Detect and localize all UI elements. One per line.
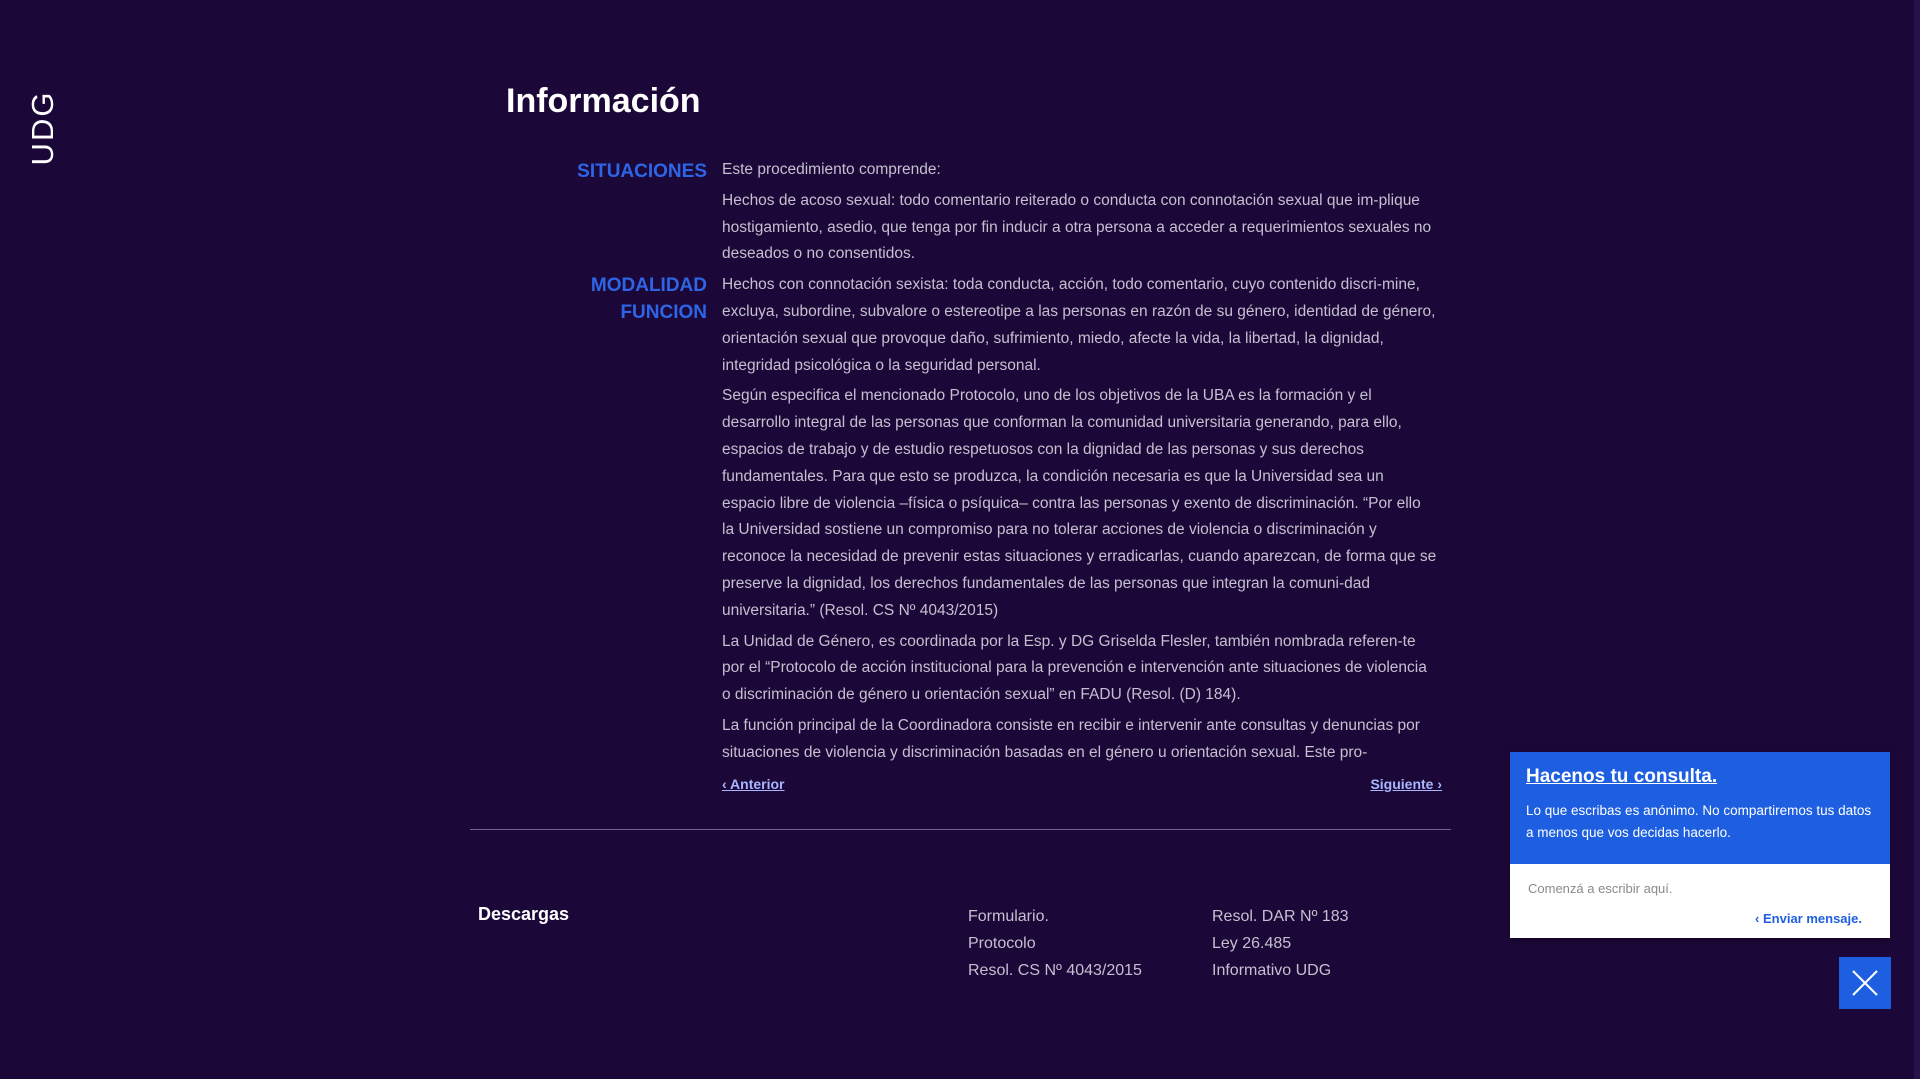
content-paragraph: Hechos con connotación sexista: toda conducta, acción, todo comentario, cuyo contenido discri-mine, excluya, subordine, subvalore o estereotipe a las personas en razón de su género, identidad de género, orientación sexual que provoque daño, sufrimiento, miedo, afecte la vida, la libertad, la dignidad, integridad psicológica o la seguridad personal. bbox=[722, 276, 1436, 374]
side-label-modalidad-funcion bbox=[547, 272, 707, 326]
divider bbox=[470, 829, 1451, 830]
download-link-ley[interactable]: Ley 26.485 bbox=[1212, 935, 1292, 952]
close-chat-button[interactable] bbox=[1839, 957, 1891, 1009]
side-label-funcion-text: FUNCION bbox=[620, 302, 707, 323]
udg-logo[interactable] bbox=[18, 92, 68, 164]
info-content bbox=[722, 157, 1437, 771]
chat-description: Lo que escribas es anónimo. No compartiremos tus datos a menos que vos decidas hacerlo. bbox=[1526, 803, 1872, 840]
content-paragraph: La función principal de la Coordinadora consiste en recibir e intervenir ante consultas y denuncias por situaciones de violencia y discriminación basadas en el género u orientación sexual. Este pro- bbox=[722, 716, 1420, 761]
download-link-protocolo[interactable]: Protocolo bbox=[968, 935, 1036, 952]
page-title: Información bbox=[506, 82, 701, 120]
previous-link[interactable]: ‹ Anterior bbox=[722, 776, 785, 792]
side-label-modalidad-text: MODALIDAD bbox=[590, 275, 707, 296]
downloads-column-2 bbox=[1212, 903, 1349, 984]
next-link[interactable]: Siguiente › bbox=[1370, 776, 1442, 792]
chat-widget bbox=[1510, 752, 1890, 938]
chat-header bbox=[1510, 752, 1890, 864]
download-link-formulario[interactable]: Formulario. bbox=[968, 908, 1049, 925]
chat-message-input[interactable] bbox=[1526, 880, 1870, 897]
download-link-informativo[interactable]: Informativo UDG bbox=[1212, 962, 1332, 979]
downloads-column-1 bbox=[968, 903, 1142, 984]
side-label-situaciones bbox=[577, 158, 707, 185]
logo-text: UDG bbox=[25, 90, 60, 166]
chat-body bbox=[1510, 864, 1890, 938]
content-paragraph: La Unidad de Género, es coordinada por la Esp. y DG Griselda Flesler, también nombrada referen-te por el “Protocolo de acción institucional para la prevención e intervención ante situaciones de violencia o discriminación de género u orientación sexual” en FADU (Resol. (D) 184). bbox=[722, 632, 1427, 704]
download-link-resol-dar[interactable]: Resol. DAR Nº 183 bbox=[1212, 908, 1349, 925]
content-paragraph: Hechos de acoso sexual: todo comentario reiterado o conducta con connotación sexual que im-plique hostigamiento, asedio, que tenga por fin inducir a otra persona a acceder a requerimientos sexuales no deseados o no consentidos. bbox=[722, 191, 1432, 263]
chat-title: Hacenos tu consulta. bbox=[1526, 766, 1718, 787]
scrollbar[interactable] bbox=[1914, 0, 1920, 1079]
side-label-situaciones-text: SITUACIONES bbox=[577, 161, 707, 182]
content-paragraph: Según especifica el mencionado Protocolo, uno de los objetivos de la UBA es la formación y el desarrollo integral de las personas que conforman la comunidad universitaria generando, para ello, espacios de trabajo y de estudio respetuosos con la dignidad de las personas y sus derechos fundamentales. Para que esto se produzca, la condición necesaria es que la Universidad sea un espacio libre de violencia –física o psíquica– contra las personas y exento de discriminación. “Por ello la Universidad sostiene un compromiso para no tolerar acciones de violencia o discriminación y reconoce la necesidad de prevenir estas situaciones y erradicarlas, cuando aparezcan, de forma que se preserve la dignidad, los derechos fundamentales de las personas que integran la comuni-dad universitaria.” (Resol. CS Nº 4043/2015) bbox=[722, 387, 1437, 619]
send-message-button[interactable]: ‹ Enviar mensaje. bbox=[1755, 911, 1862, 926]
content-paragraph: Este procedimiento comprende: bbox=[722, 161, 941, 178]
downloads-title: Descargas bbox=[478, 904, 570, 924]
close-icon bbox=[1850, 968, 1880, 998]
download-link-resol-cs[interactable]: Resol. CS Nº 4043/2015 bbox=[968, 962, 1142, 979]
